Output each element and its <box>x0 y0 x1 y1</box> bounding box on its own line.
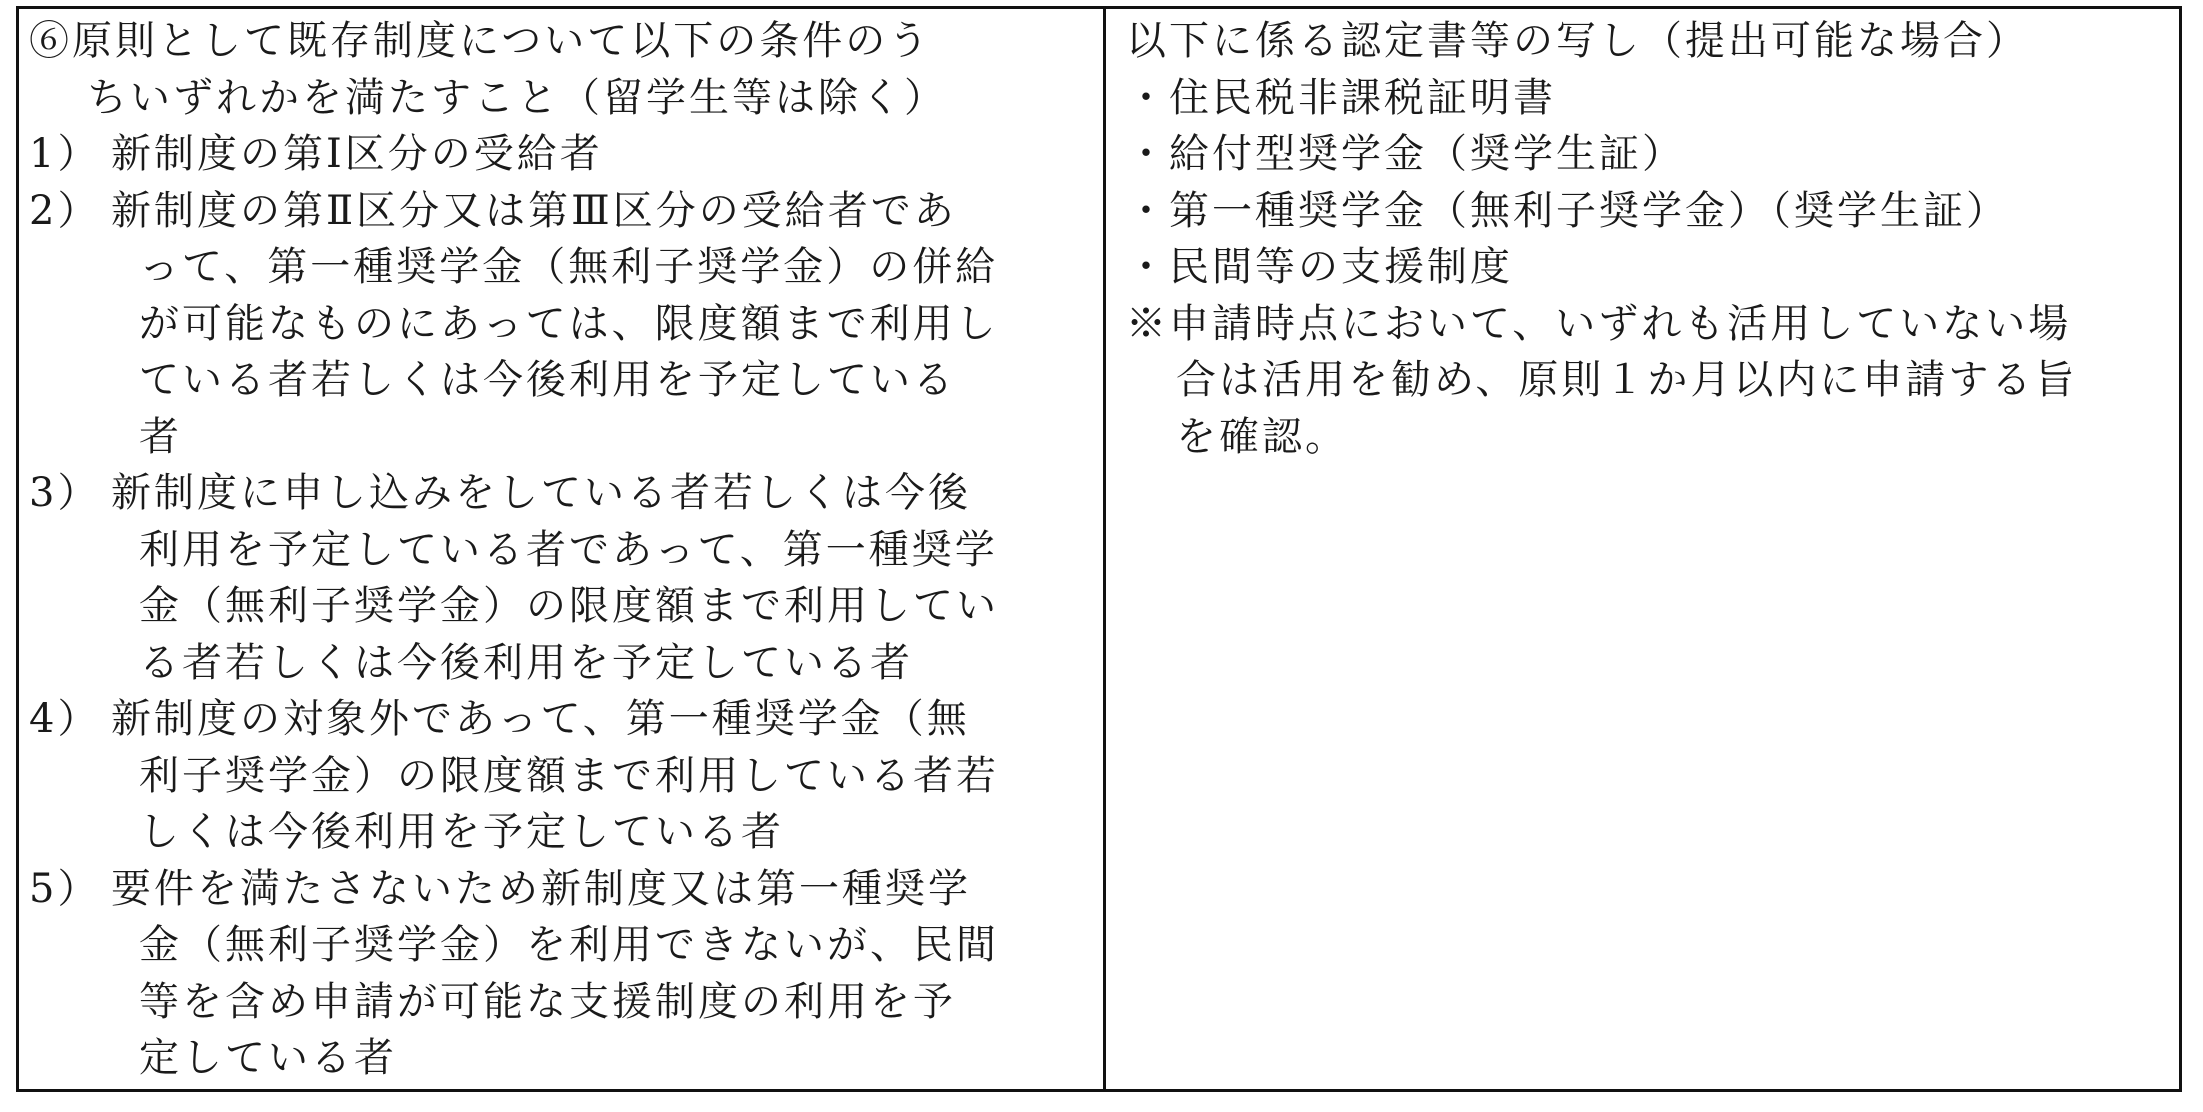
document-bullet-1: ・住民税非課税証明書 <box>1126 74 1556 121</box>
note-line-3: を確認。 <box>1176 413 1348 460</box>
item-text-line: ている者若しくは今後利用を予定している <box>139 357 956 403</box>
item-number: 4） <box>29 696 101 742</box>
item-number: 2） <box>29 187 101 234</box>
item-text-line: 金（無利子奨学金）の限度額まで利用してい <box>139 583 999 629</box>
item-text-line: しくは今後利用を予定している者 <box>139 809 784 855</box>
note-line-2: 合は活用を勧め、原則１か月以内に申請する旨 <box>1176 357 2078 403</box>
condition-item-2 <box>29 183 1095 240</box>
condition-heading-line-2: ちいずれかを満たすこと（留学生等は除く） <box>87 74 947 121</box>
document-bullet-4: ・民間等の支援制度 <box>1126 244 1513 290</box>
requirements-table <box>16 6 2182 1092</box>
item-text-line: 新制度の対象外であって、第一種奨学金（無 <box>111 696 970 742</box>
item-text-line: 新制度の第Ⅰ区分の受給者 <box>111 131 603 177</box>
item-number: 3） <box>29 470 101 516</box>
note-line-1: ※申請時点において、いずれも活用していない場 <box>1126 300 2072 347</box>
item-number: 5） <box>29 865 101 912</box>
item-text-line: 者 <box>139 413 182 460</box>
condition-item-4 <box>29 691 1095 748</box>
condition-heading-line-1: ⑥原則として既存制度について以下の条件のう <box>29 18 932 64</box>
item-text-line: 金（無利子奨学金）を利用できないが、民間 <box>139 922 999 968</box>
documents-heading: 以下に係る認定書等の写し（提出可能な場合） <box>1126 18 2029 64</box>
condition-item-1 <box>29 126 1095 183</box>
item-text-line: 新制度に申し込みをしている者若しくは今後 <box>111 470 971 516</box>
item-text-line: 定している者 <box>139 1035 397 1081</box>
condition-item-5 <box>29 861 1095 918</box>
item-text-line: 利用を予定している者であって、第一種奨学 <box>139 526 998 573</box>
item-text-line: って、第一種奨学金（無利子奨学金）の併給 <box>139 244 999 290</box>
item-text-line: 等を含め申請が可能な支援制度の利用を予 <box>139 978 956 1025</box>
document-bullet-3: ・第一種奨学金（無利子奨学金）（奨学生証） <box>1126 187 2009 234</box>
item-number: 1） <box>29 131 101 177</box>
item-text-line: が可能なものにあっては、限度額まで利用し <box>139 300 999 347</box>
item-text-line: 利子奨学金）の限度額まで利用している者若 <box>139 752 999 799</box>
condition-item-3 <box>29 465 1095 522</box>
item-text-line: 要件を満たさないため新制度又は第一種奨学 <box>111 865 971 912</box>
conditions-cell <box>19 9 1106 1089</box>
item-text-line: る者若しくは今後利用を予定している者 <box>139 639 913 686</box>
documents-cell <box>1106 9 2179 1089</box>
item-text-line: 新制度の第Ⅱ区分又は第Ⅲ区分の受給者であ <box>111 187 957 234</box>
document-bullet-2: ・給付型奨学金（奨学生証） <box>1126 131 1685 177</box>
